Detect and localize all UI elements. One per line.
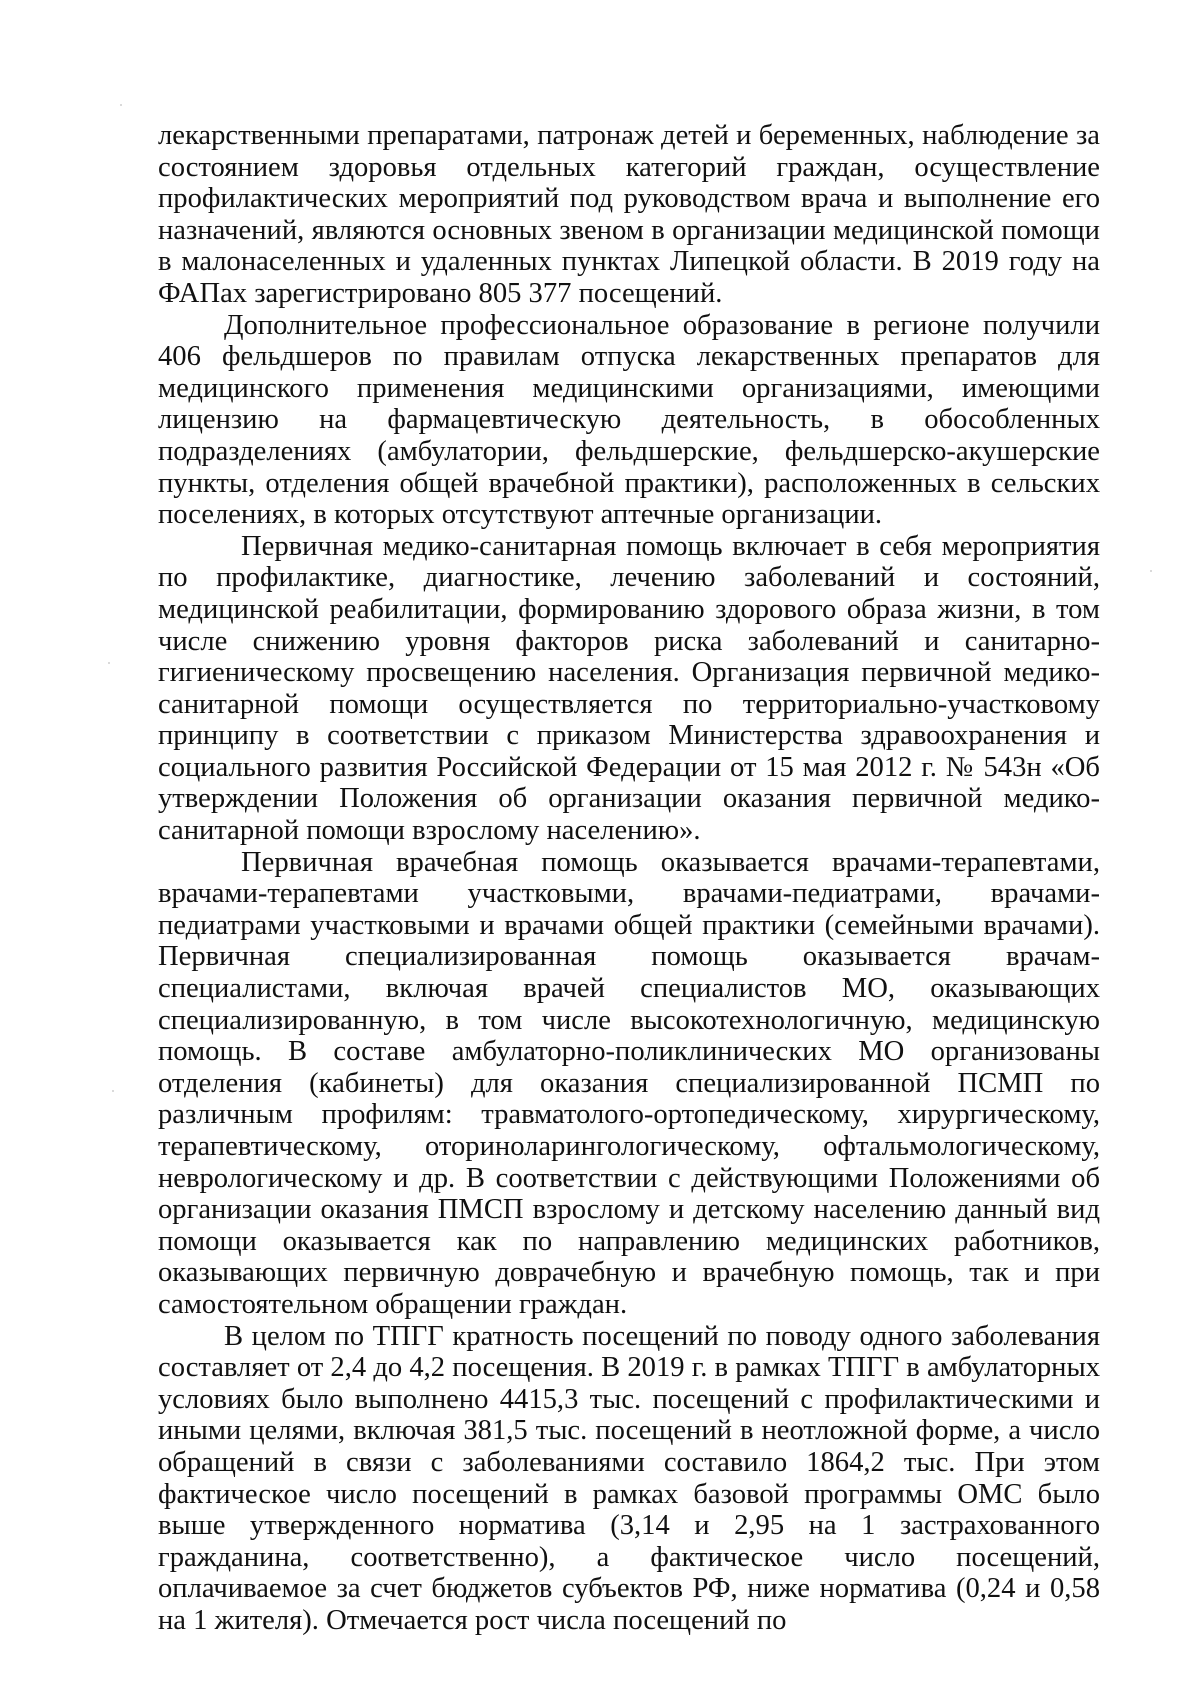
- scan-speck: [112, 1090, 114, 1092]
- scan-speck: [120, 104, 122, 106]
- paragraph-4: Первичная врачебная помощь оказывается врачами-терапевтами, врачами-терапевтами участковыми, врачами-педиатрами, врачами-педиатрами участковыми и врачами общей практики (семейными врачами). Первичная специализированная помощь оказывается врачам-специалистами, включая врачей специалистов МО, оказывающих специализированную, в том числе высокотехнологичную, медицинскую помощь. В составе амбулаторно-поликлинических МО организованы отделения (кабинеты) для оказания специализированной ПСМП по различным профилям: травматолого-ортопедическому, хирургическому, терапевтическому, оториноларингологическому, офтальмологическому, неврологическому и др. В соответствии с действующими Положениями об организации оказания ПМСП взрослому и детскому населению данный вид помощи оказывается как по направлению медицинских работников, оказывающих первичную доврачебную и врачебную помощь, так и при самостоятельном обращении граждан.: [158, 846, 1100, 1320]
- document-body: [158, 120, 1100, 1637]
- scan-speck: [1150, 570, 1152, 572]
- scan-speck: [108, 662, 110, 664]
- paragraph-1: лекарственными препаратами, патронаж детей и беременных, наблюдение за состоянием здоровья отдельных категорий граждан, осуществление профилактических мероприятий под руководством врача и выполнение его назначений, являются основных звеном в организации медицинской помощи в малонаселенных и удаленных пунктах Липецкой области. В 2019 году на ФАПах зарегистрировано 805 377 посещений.: [158, 120, 1100, 309]
- paragraph-2: Дополнительное профессиональное образование в регионе получили 406 фельдшеров по правилам отпуска лекарственных препаратов для медицинского применения медицинскими организациями, имеющими лицензию на фармацевтическую деятельность, в обособленных подразделениях (амбулатории, фельдшерские, фельдшерско-акушерские пункты, отделения общей врачебной практики), расположенных в сельских поселениях, в которых отсутствуют аптечные организации.: [158, 309, 1100, 531]
- paragraph-3: Первичная медико-санитарная помощь включает в себя мероприятия по профилактике, диагностике, лечению заболеваний и состояний, медицинской реабилитации, формированию здорового образа жизни, в том числе снижению уровня факторов риска заболеваний и санитарно-гигиеническому просвещению населения. Организация первичной медико-санитарной помощи осуществляется по территориально-участковому принципу в соответствии с приказом Министерства здравоохранения и социального развития Российской Федерации от 15 мая 2012 г. № 543н «Об утверждении Положения об организации оказания первичной медико-санитарной помощи взрослому населению».: [158, 530, 1100, 847]
- paragraph-5: В целом по ТПГГ кратность посещений по поводу одного заболевания составляет от 2,4 до 4,2 посещения. В 2019 г. в рамках ТПГГ в амбулаторных условиях было выполнено 4415,3 тыс. посещений с профилактическими и иными целями, включая 381,5 тыс. посещений в неотложной форме, а число обращений в связи с заболеваниями составило 1864,2 тыс. При этом фактическое число посещений в рамках базовой программы ОМС было выше утвержденного норматива (3,14 и 2,95 на 1 застрахованного гражданина, соответственно), а фактическое число посещений, оплачиваемое за счет бюджетов субъектов РФ, ниже норматива (0,24 и 0,58 на 1 жителя). Отмечается рост числа посещений по: [158, 1320, 1100, 1636]
